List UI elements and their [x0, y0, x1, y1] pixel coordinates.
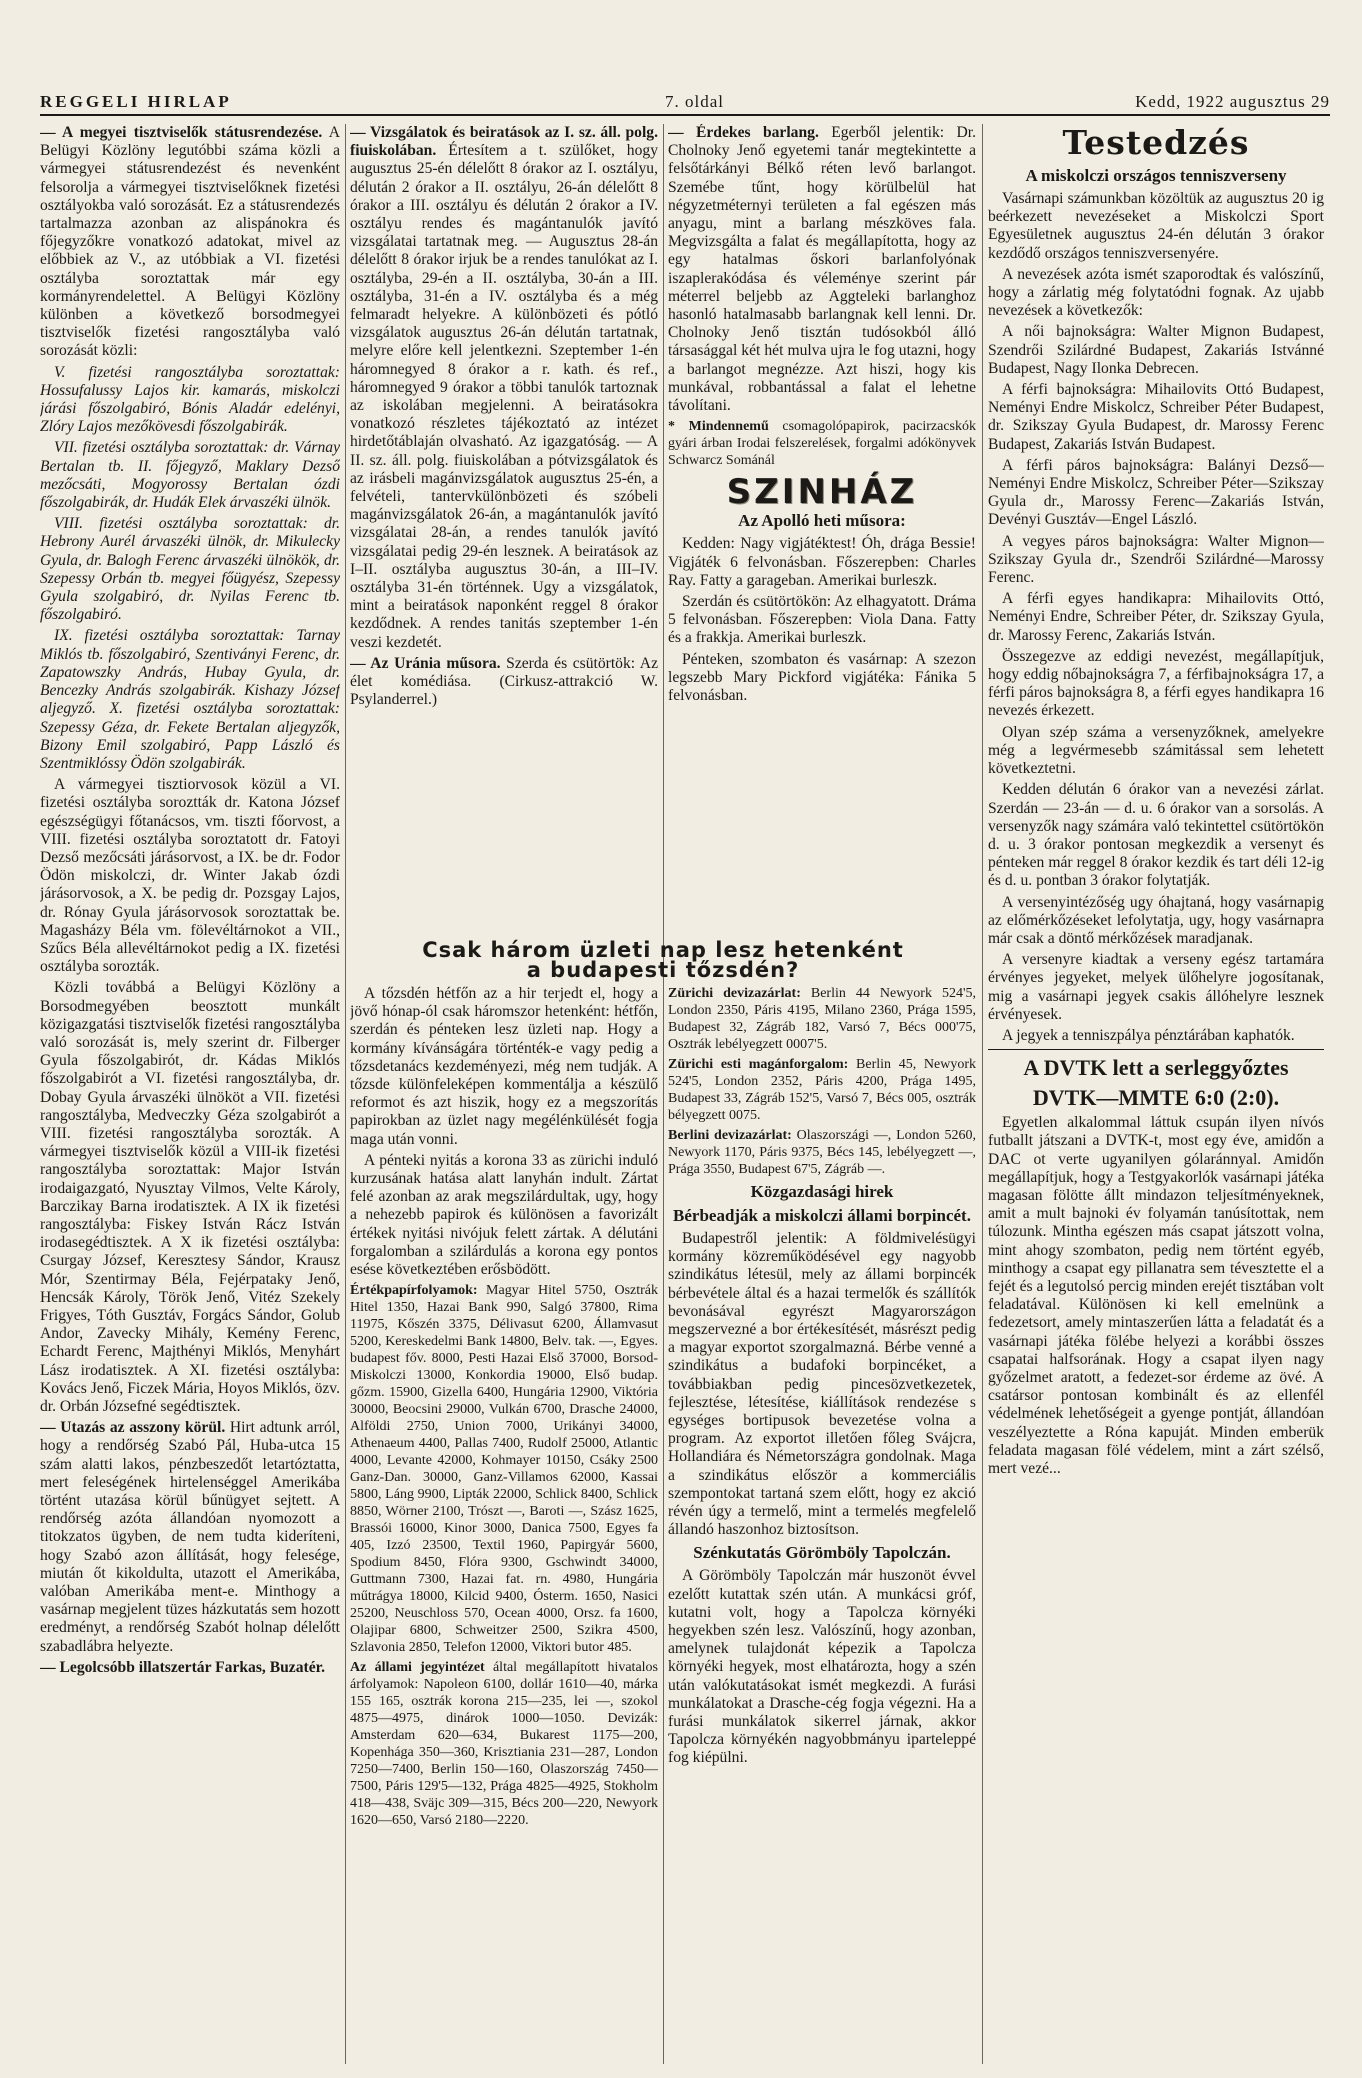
rates-headline: Berlini devizazárlat:: [668, 1128, 792, 1143]
article-paragraph: VIII. fizetési osztályba soroztattak: dr. Hebrony Aurél árvaszéki ülnök, dr. Mikulecky Gyula, dr. Balogh Ferenc árvaszéki ülnökök, dr. Szepessy Orbán tb. megyei főügyész, Szepessy Gyula szolgabiró, dr. Nyilas Ferenc tb. főszolgabiró.: [40, 515, 340, 624]
rates-body: Olaszországi —, London 5260, Newyork 1170, Páris 9375, Bécs 145, lebélyegzett —, Prága 3550, Budapest 67'5, Zágráb —.: [668, 1128, 976, 1177]
article-body: Értesítem a t. szülőket, hogy augusztus 25-én délelőtt 8 órakor az I. osztályu, délután 2 órakor a II. osztályu, 26-án délelőtt 8 órakor a III. osztályu és délután 2 órakor a IV. osztályu rendes és magántanulók javító vizsgálatai tartatnak meg. — Augusztus 28-án délelőtt 8 órakor irjuk be a rendes tanulókat az I. osztályba, 29-én a II. osztályba, 30-án a III. osztályba, 31-én a IV. osztályba és a még felmaradt helyekre. A különbözeti és pótló vizsgálatok augusztus 26-án délután tartatnak, melyre előre kell jelentkezni. Szeptember 1-én háromnegyed 8 órakor a r. kath. és ref., háromnegyed 9 órakor a többi tanulók tartoznak az iskolában megjelenni. A beiratásokra vonatkozó részletes tájékoztató az intézet hirdetőtáblaján olvasható. Az igazgatóság. — A II. sz. áll. polg. fiuiskolában a pótvizsgálatok és az irásbeli magánvizsgálatok augusztus 25-én, a felvételi, tantervkülönbözeti és szóbeli magánvizsgálatok 26-án, a magántanulók javító vizsgálatai 28-án, a rendes tanulók javító vizsgálatai pedig 29-én lesznek. A beiratások az I–II. osztályba augusztus 30-án, a III–IV. osztályba 31-én történnek. Ugy a vizsgálatok, mint a beiratások naponként reggel 8 órakor kezdődnek. A rendes tanitás szeptember 1-én veszi kezdetét.: [350, 142, 658, 651]
tennis-subhead: A miskolczi országos tenniszverseny: [1025, 166, 1287, 185]
banner-line-1: Csak három üzleti nap lesz hetenként: [422, 938, 904, 962]
column-divider: [663, 124, 664, 2064]
article-megyei-tisztviselok: [40, 124, 340, 361]
zurichi-devizazarlat: [668, 985, 976, 1053]
rates-body: Berlin 45, Newyork 524'5, London 2352, Páris 4200, Prága 1495, Budapest 33, Zágráb 152'5, Varsó 7, Bécs 005, osztrák bélyegzett 0075.: [668, 1057, 976, 1123]
tennis-paragraph: A férfi egyes handikapra: Mihailovits Ottó, Neményi Endre, Schreiber Péter, dr. Szikszay Gyula, dr. Marossy Ferenc, Zakariás István.: [988, 590, 1324, 644]
article-erdekes-barlang: [668, 124, 976, 415]
match-score: DVTK—MMTE 6:0 (2:0).: [1032, 1085, 1280, 1111]
masthead-date: Kedd, 1922 augusztus 29: [1135, 92, 1330, 111]
tennis-paragraph: A női bajnokságra: Walter Mignon Budapest, Szendrői Szilárdné Budapest, Zakariás Istvánné Budapest, Nagy Ilonka Debrecen.: [988, 323, 1324, 377]
rates-headline: Zürichi esti magánforgalom:: [668, 1057, 849, 1072]
column-2-lower: [350, 985, 658, 2065]
tennis-paragraph: A versenyre kiadtak a verseny egész tartamára érvényes jegyeket, melyek ülőhelyre jogosítanak, mig a vasárnapi jegyek csakis állóhelyre lesznek érvényesek.: [988, 951, 1324, 1023]
tennis-paragraph: Vasárnapi számunkban közöltük az augusztus 20 ig beérkezett nevezéseket a Miskolczi Sport Egyesületnek augusztus 24-én délután 3 órakor kezdődő országos tenniszversenyére.: [988, 190, 1324, 262]
article-body: Egerből jelentik: Dr. Cholnoky Jenő egyetemi tanár megtekintette a felsőtárkányi Bélkő réten levő barlangot. Szemébe tűnt, hogy körülbelül hat négyzetméternyi területen a fal egészen más anyagu, mint a barlang mészköves fala. Megvizsgálta a falat és megállapította, hogy az egy hatalmas őskori barlanfolyónak iszaplerakódása és véleménye szerint pár méterrel beljebb az Aggteleki barlanghoz hasonló hatalmasabb barlangnak kell lenni. Dr. Cholnoky Jenő tisztán tudósokból álló társasággal két hét mulva ujra le fog utazni, hogy a barlangot megnézze. Azt hiszi, hogy kis munkával, robbantással a falat el lehetne távolítani.: [668, 124, 976, 415]
tennis-paragraph: Olyan szép száma a versenyzőknek, amelyekre még a legvérmesebb számitással sem lehetett következtetni.: [988, 723, 1324, 778]
zurichi-esti: [668, 1056, 976, 1124]
article-urania: [350, 655, 658, 710]
article-paragraph: IX. fizetési osztályba soroztattak: Tarnay Miklós tb. főszolgabiró, Szentiványi Ferenc, dr. Zapatowszky András, Hubay Gyula, dr. Bencezky András szolgabirák. Kishazy József aljegyző. X. fizetési osztályba soroztattak: Szepessy Géza, dr. Fekete Bertalan aljegyzők, Bizony Emil szolgabiró, Papp László és Szentmiklóssy Ödön szolgabirák.: [40, 627, 340, 772]
tennis-paragraph: Összegezve az eddigi nevezést, megállapítjuk, hogy eddig nőbajnokságra 7, a férfibajnokságra 17, a férfi páros bajnokságra 8, a férfi egyes handikapra 16 nevezés érkezett.: [988, 647, 1324, 720]
tennis-paragraph: A férfi bajnokságra: Mihailovits Ottó Budapest, Neményi Endre Miskolcz, Schreiber Péter Budapest, dr. Szikszay Gyula Budapest, dr. Marossy Ferenc Budapest, Zakariás István Budapest.: [988, 381, 1324, 453]
article-headline: — Vizsgálatok és beiratások az I. sz. áll. polg. fiuiskolában.: [350, 124, 658, 160]
banner-line-2: a budapesti tőzsdén?: [526, 958, 800, 982]
article-headline-szenkutatas: Szénkutatás Görömböly Tapolczán.: [693, 1543, 951, 1563]
masthead: [40, 92, 1330, 116]
ad-body: csomagolópapirok, pacirzacskók gyári árban Irodai felszerelések, forgalmi adókönyvek Schwarcz Sománál: [668, 419, 976, 469]
column-3-lower: [668, 985, 976, 2065]
ad-body: Buzatér.: [269, 1658, 326, 1676]
match-title: A DVTK lett a serleggyőztes: [1023, 1055, 1289, 1081]
rates-body: által megállapított hivatalos árfolyamok: Napoleon 6100, dollár 1610—40, márka 155 165, osztrák korona 215—235, lei —, szokol 4875—4975, dinárok 1000—1050. Devizák: Amsterdam 620—634, Bukarest 1175—200, Kopenhága 350—360, Krisztiania 231—287, London 7250—7400, Berlin 150—160, Olaszország 7450—7500, Páris 129'5—132, Prága 4825—4925, Stokholm 418—438, Sväjc 309—315, Bécs 200—220, Newyork 1620—650, Varsó 2180—2220.: [350, 1660, 658, 1829]
tennis-paragraph: A versenyintézőség ugy óhajtaná, hogy vasárnapig az előmérkőzéseket lefolytatja, ugy, hogy vasárnapra már csak a döntő mérkőzések maradjanak.: [988, 893, 1324, 947]
ad-csomagolopapir: [668, 418, 976, 469]
rates-body: Magyar Hitel 5750, Osztrák Hitel 1350, Hazai Bank 990, Salgó 37800, Rima 11975, Kőszén 3375, Délivasut 6200, Államvasut 5200, Kereskedelmi Bank 14800, Belv. tak. —, Egyes. budapest főv. 8000, Pesti Hazai Első 37000, Borsod-Miskolczi 13000, Konkordia 19000, Első budap. gőzm. 15900, Gizella 6400, Hungária 12900, Viktória 30000, Beocsini 29000, Vulkán 6700, Drasche 24000, Alföldi 2750, Union 7000, Urikányi 34000, Athenaeum 4400, Pallas 7400, Rudolf 25000, Atlantic 4000, Levante 42000, Kohmayer 10150, Csáky 2500 Ganz-Dan. 30000, Ganz-Villamos 62000, Kassai 5800, Láng 9900, Lipták 22000, Schlick 8400, Schlick 8850, Wörner 2100, Trószt —, Baroti —, Szász 1625, Brassói 16000, Kinor 3000, Danica 7500, Egyes fa 405, Izzó 23500, Textil 1960, Papirgyár 5600, Spodium 8450, Flóra 9300, Gschwindt 34000, Guttmann 7300, Hazai fat. rn. 4980, Hungária műtrágya 18000, Kilcid 9400, Ósterm. 1650, Nasici 25200, Neuschloss 570, Ocean 4000, Orsz. fa 1600, Olajipar 6800, Schweitzer 2500, Szikra 4500, Szlavonia 2850, Telefon 12000, Viktori butor 485.: [350, 1283, 658, 1656]
match-paragraph: Egyetlen alkalommal láttuk csupán ilyen nívós futballt játszani a DVTK-t, most egy éve, amidőn a DAC ot verte ugyanilyen gólaránnyal. Amidőn megállapítjuk, hogy a Testgyakorlók vasárnapi játéka magasan fölötte állt mindazon teljesítményeknek, amit a mult bajnoki év folyamán tanúsítottak, nem túlozunk. Mintha egészen más csapat játszott volna, mint ahogy szombaton, pedig nem történt egyéb, minthogy a csapat egy pillanatra sem tévesztette el a fejét és a legutolsó percig minden erejét tisztában volt feladatával. Különösen ki kell emelnünk a fedezetsort, amely mintaszerűen látta a feladatát és a vasárnapi játéka fölébe helyezi a korábbi összes csapatai halfsorának. Hogy a csapat ilyen nagy győzelmet aratott, a fedezet-sor érdeme az övé. A csatársor pontosan kombinált és az ellenfél védelmének lehetőségeit a gyenge pontját, állandóan veszélyeztette a Róna kapuját. Minden emberük feladata magasan fölé védelem, mint a zárt szélső, mert vezé...: [988, 1114, 1324, 1477]
tozsde-banner: [350, 940, 976, 980]
article-headline: — A megyei tisztviselők státusrendezése.: [40, 124, 323, 141]
article-body-szenkutatas: A Görömböly Tapolczán már huszonöt évvel ezelőtt kutattak szén után. A munkácsi gróf, kutatni volt, hogy a Tapolcza környéki hegyekben szén lesz. Valószínű, hogy azonban, amelynek tulajdonát képezik a Tapolcza környéki hegyek, most elhatározta, hogy a szén után valókutatásokat ismét megkezdi. A furási munkálatokat a Drasche-cég fogja végezni. Ha a furási munkálatok sikerrel járnak, akkor Tapolcza környékén nagyobbmányu iparteleppé fog kiépülni.: [668, 1567, 976, 1767]
article-body: Hirt adtunk arról, hogy a rendőrség Szabó Pál, Huba-utca 15 szám alatti lakos, pénzbeszedőt letartóztatta, mert feleségének hirtelenséggel Amerikába történt utazása körül bűnügyet sejtett. A rendőrség azóta állandóan nyomozott a titokzatos ügyben, de nem tudta kideríteni, hogy Szabó azon állítását, hogy felesége, miután őt kikoldulta, utazott el Amerikába, valóban Amerikába ment-e. Minthogy a vasárnap megjelent tüzes házkutatás sem hozott eredményt, a rendőrség Szabót holnap délelőtt szabadlábra helyezte.: [40, 1419, 340, 1655]
ertekpapir-folyamok: [350, 1282, 658, 1656]
berlini-devizazarlat: [668, 1127, 976, 1178]
article-paragraph: VII. fizetési osztályba soroztattak: dr. Várnay Bertalan tb. II. főjegyző, Maklary Dezső mezőcsáti, Mogyorossy Bertalan ózdi főszolgabirák, dr. Hudák Elek árvaszéki ülnök.: [40, 439, 340, 512]
szinhaz-heading: Az Apolló heti műsora:: [738, 511, 906, 531]
column-1: [40, 124, 340, 2064]
tozsde-paragraph: A tőzsdén hétfőn az a hir terjedt el, hogy a jövő hónap-ól csak háromszor hetenként: hétfőn, szerdán és pénteken lesz üzleti nap. Hogy a kormány kívánságára történték-e vagy pedig a tőzsdetanács kezdeményezi, még nem tudják. A tőzsde különfeleképen kommentálja a készülő reformot és azt hiszik, hogy ez a megszorítás papirokban az üzlet nagy megélénkülését fogja maga után vonni.: [350, 985, 658, 1148]
rates-body: Berlin 44 Newyork 524'5, London 2350, Páris 4195, Milano 2360, Prága 1595, Budapest 32, Zágráb 182, Varsó 7, Bécs 000'75, Osztrák lebélyegzett 0007'5.: [668, 986, 976, 1052]
tennis-paragraph: A jegyek a tenniszpálya pénztárában kaphatók.: [1002, 1026, 1295, 1044]
column-3: [668, 124, 976, 934]
tennis-paragraph: Kedden délután 6 órakor van a nevezési zárlat. Szerdán — 23-án — d. u. 6 órakor van a sorsolás. A versenyzők nagy számára való tekintettel csütörtökön d. u. 3 órakor pontosan megkezdik a versenyt és pénteken már reggel 8 órakor kezdik és tart déli 12-ig és d. u. pontban 3 órakor folytatják.: [988, 781, 1324, 890]
masthead-page-number: 7. oldal: [665, 92, 724, 111]
article-body: A Belügyi Közlöny legutóbbi száma közli a vármegyei státusrendezést és nevenként felsorolja a vármegyei tisztviselőknek fizetési osztályokba való sorozását. Ez a státusrendezés tartalmazza azonban az alispánokra és főjegyzőkre vonatkozó adatokat, mivel az előbbiek az V., az utóbbiak a VI. fizetési osztályba soroztattak már egy kormányrendelettel. A Belügyi Közlöny különben a következő borsodmegyei tisztviselők fizetési rangosztályba való sorozását közli:: [40, 124, 340, 360]
divider: [988, 1049, 1324, 1050]
article-paragraph: V. fizetési rangosztályba soroztattak: Hossufalussy Lajos kir. kamarás, miskolczi járási főszolgabiró, Bónis Aladár edelényi, Zlóry Lajos mezőkövesdi főszolgabirák.: [40, 363, 340, 436]
column-2: [350, 124, 658, 934]
tennis-paragraph: A vegyes páros bajnokságra: Walter Mignon—Szikszay Gyula dr., Szendrői Szilárdné—Marossy Ferenc.: [988, 532, 1324, 587]
article-utazas: [40, 1419, 340, 1656]
masthead-paper-name: REGGELI HIRLAP: [40, 92, 232, 111]
ad-headline: — Legolcsóbb illatszertár Farkas,: [40, 1658, 266, 1676]
tennis-paragraph: A férfi páros bajnokságra: Balányi Dezső—Neményi Endre Miskolcz, Schreiber Péter—Szikszay Gyula dr., Marossy Ferenc—Zakariás István, Devényi Gusztáv—Engel László.: [988, 456, 1324, 529]
tennis-paragraph: A nevezések azóta ismét szaporodtak és valószínű, hogy a zárlatig még folytatódni fognak. Az ujabb nevezések a következők:: [988, 265, 1324, 320]
article-paragraph: A vármegyei tisztiorvosok közül a VI. fizetési osztályba soroztták dr. Katona József egészségügyi főtanácsos, vm. tiszti főorvost, a VIII. fizetési osztályba soroztatott dr. Fatoyi Dezső mezőcsáti járásorvost, a IX. be dr. Fodor Ödön miskolczi, dr. Winter Jakab ózdi járásorvosok, a X. be pedig dr. Pozsgay Lajos, dr. Rónay Gyula járásorvosok soroztattak be. Magasházy Béla vm. fölevéltárnokot a VII., Szűcs Béla allevéltárnokot pedig a IX. fizetési osztályba sorozták.: [40, 776, 340, 976]
article-headline: — Érdekes barlang.: [668, 124, 819, 141]
article-headline-borpince: Bérbeadják a miskolczi állami borpincét.: [673, 1206, 971, 1225]
ad-headline: * Mindennemű: [668, 419, 769, 435]
article-body-borpince: Budapestről jelentik: A földmivelésügyi kormány közreműködésével egy nagyobb szindikátus létesül, mely az állami borpincék bérbevétele által és a hazai termelők és szállítók bevonásával egyrészt Magyarországon megszervezné a bor értékesítését, másrészt pedig a magyar exportot szorgalmazná. Bérbe venné a szindikátus a budafoki borpincéket, a továbbiakban pedig pincesözvetkezetek, fejlesztése, létesítése, kiállítások rendezése s egységes bortipusok bevezetése volna a program. Az exportot illetően főleg Svájcra, Hollandiára és Németországra gondolnak. Maga a szindikátus először a kommerciális szempontokat tartaná szem előtt, hogy ez akció révén úgy a termelő, mint a termelés megfelelő állandó haszonhoz biztosítson.: [668, 1230, 976, 1539]
article-vizsgalatok: [350, 124, 658, 652]
column-divider: [982, 124, 983, 2064]
ad-farkas-illatszertar: [40, 1659, 340, 1677]
allami-jegyintezet: [350, 1659, 658, 1829]
column-divider: [345, 124, 346, 2064]
article-headline: — Utazás az asszony körül.: [40, 1419, 226, 1437]
section-title-szinhaz: SZINHÁZ: [726, 472, 918, 513]
article-paragraph: Közli továbbá a Belügyi Közlöny a Borsodmegyében beosztott munkált közigazgatási tisztviselők fizetési rangosztályba való sorozását is, mely szerint dr. Filberger Gyula főszolgabirót, dr. Kádas Miklós főszolgabirót a VI. fizetési rangosztályba, dr. Dobay Gyula árvaszéki ülnököt a VII. fizetési rangosztályba, Medveczky Géza szolgabirót a VIII. fizetési rangosztályba sorozták. A vármegyei tisztviselők közül a VIII-ik fizetési rangosztályba soroztattak: Major István irodaigazgató, Nyusztay Vilmos, Velte Károly, Barczikay Barna irodatisztek. A IX ik fizetési rangosztályba: Fiskey István Rácz István irodasegédtisztek. A X ik fizetési osztályba: Csurgay József, Keresztesy Sándor, Krausz Mór, Szentirmay Béla, Fejérpataky Jenő, Hencsák Károly, Török Jenő, Vitéz Szekely Frigyes, Tóth Gusztáv, Forgács Sándor, Golub Andor, Zavecky Mihály, Kemény Ferenc, Echardt Ferenc, Majthényi Miklós, Menyhárt Lász irodatisztek. A XI. fizetési osztályba: Kovács Jenő, Ficzek Mária, Hoyos Miklós, özv. dr. Orbán Józsefné segédtisztek.: [40, 979, 340, 1416]
section-title-testedzes: Testedzés: [1062, 124, 1250, 162]
rates-headline: Az állami jegyintézet: [350, 1660, 485, 1676]
article-headline: — Az Uránia műsora.: [350, 654, 501, 672]
column-4: [988, 124, 1324, 2064]
rates-headline: Zürichi devizazárlat:: [668, 986, 801, 1001]
section-kozgazdasagi-hirek: Közgazdasági hirek: [750, 1182, 894, 1201]
szinhaz-item: Kedden: Nagy vigjátéktest! Óh, drága Bessie! Vigjáték 6 felvonásban. Főszerepben: Charles Ray. Fatty a garageban. Amerikai burleszk.: [668, 535, 976, 589]
article-body: Szerda és csütörtök: Az élet komédiása. (Cirkusz-attrakció W. Psylanderrel.): [350, 654, 658, 709]
tozsde-paragraph: A pénteki nyitás a korona 33 as zürichi induló kurzusának hatása alatt lanyhán indult. Zártat felé azonban az arak megszilárdultak, ugy, hogy a nehezebb papirok és különösen a favorizált értékek nyitási nivójuk felett zártak. A délutáni forgalomban a szilárdulás a korona egy pontos esése következtében erősbödött.: [350, 1151, 658, 1279]
szinhaz-item: Szerdán és csütörtökön: Az elhagyatott. Dráma 5 felvonásban. Főszerepben: Viola Dana. Fatty és a frakkja. Amerikai burleszk.: [668, 593, 976, 647]
rates-headline: Értékpapírfolyamok:: [350, 1283, 478, 1299]
szinhaz-item: Pénteken, szombaton és vasárnap: A szezon legszebb Mary Pickford vigjátéka: Fánika 5 felvonásban.: [668, 650, 976, 705]
